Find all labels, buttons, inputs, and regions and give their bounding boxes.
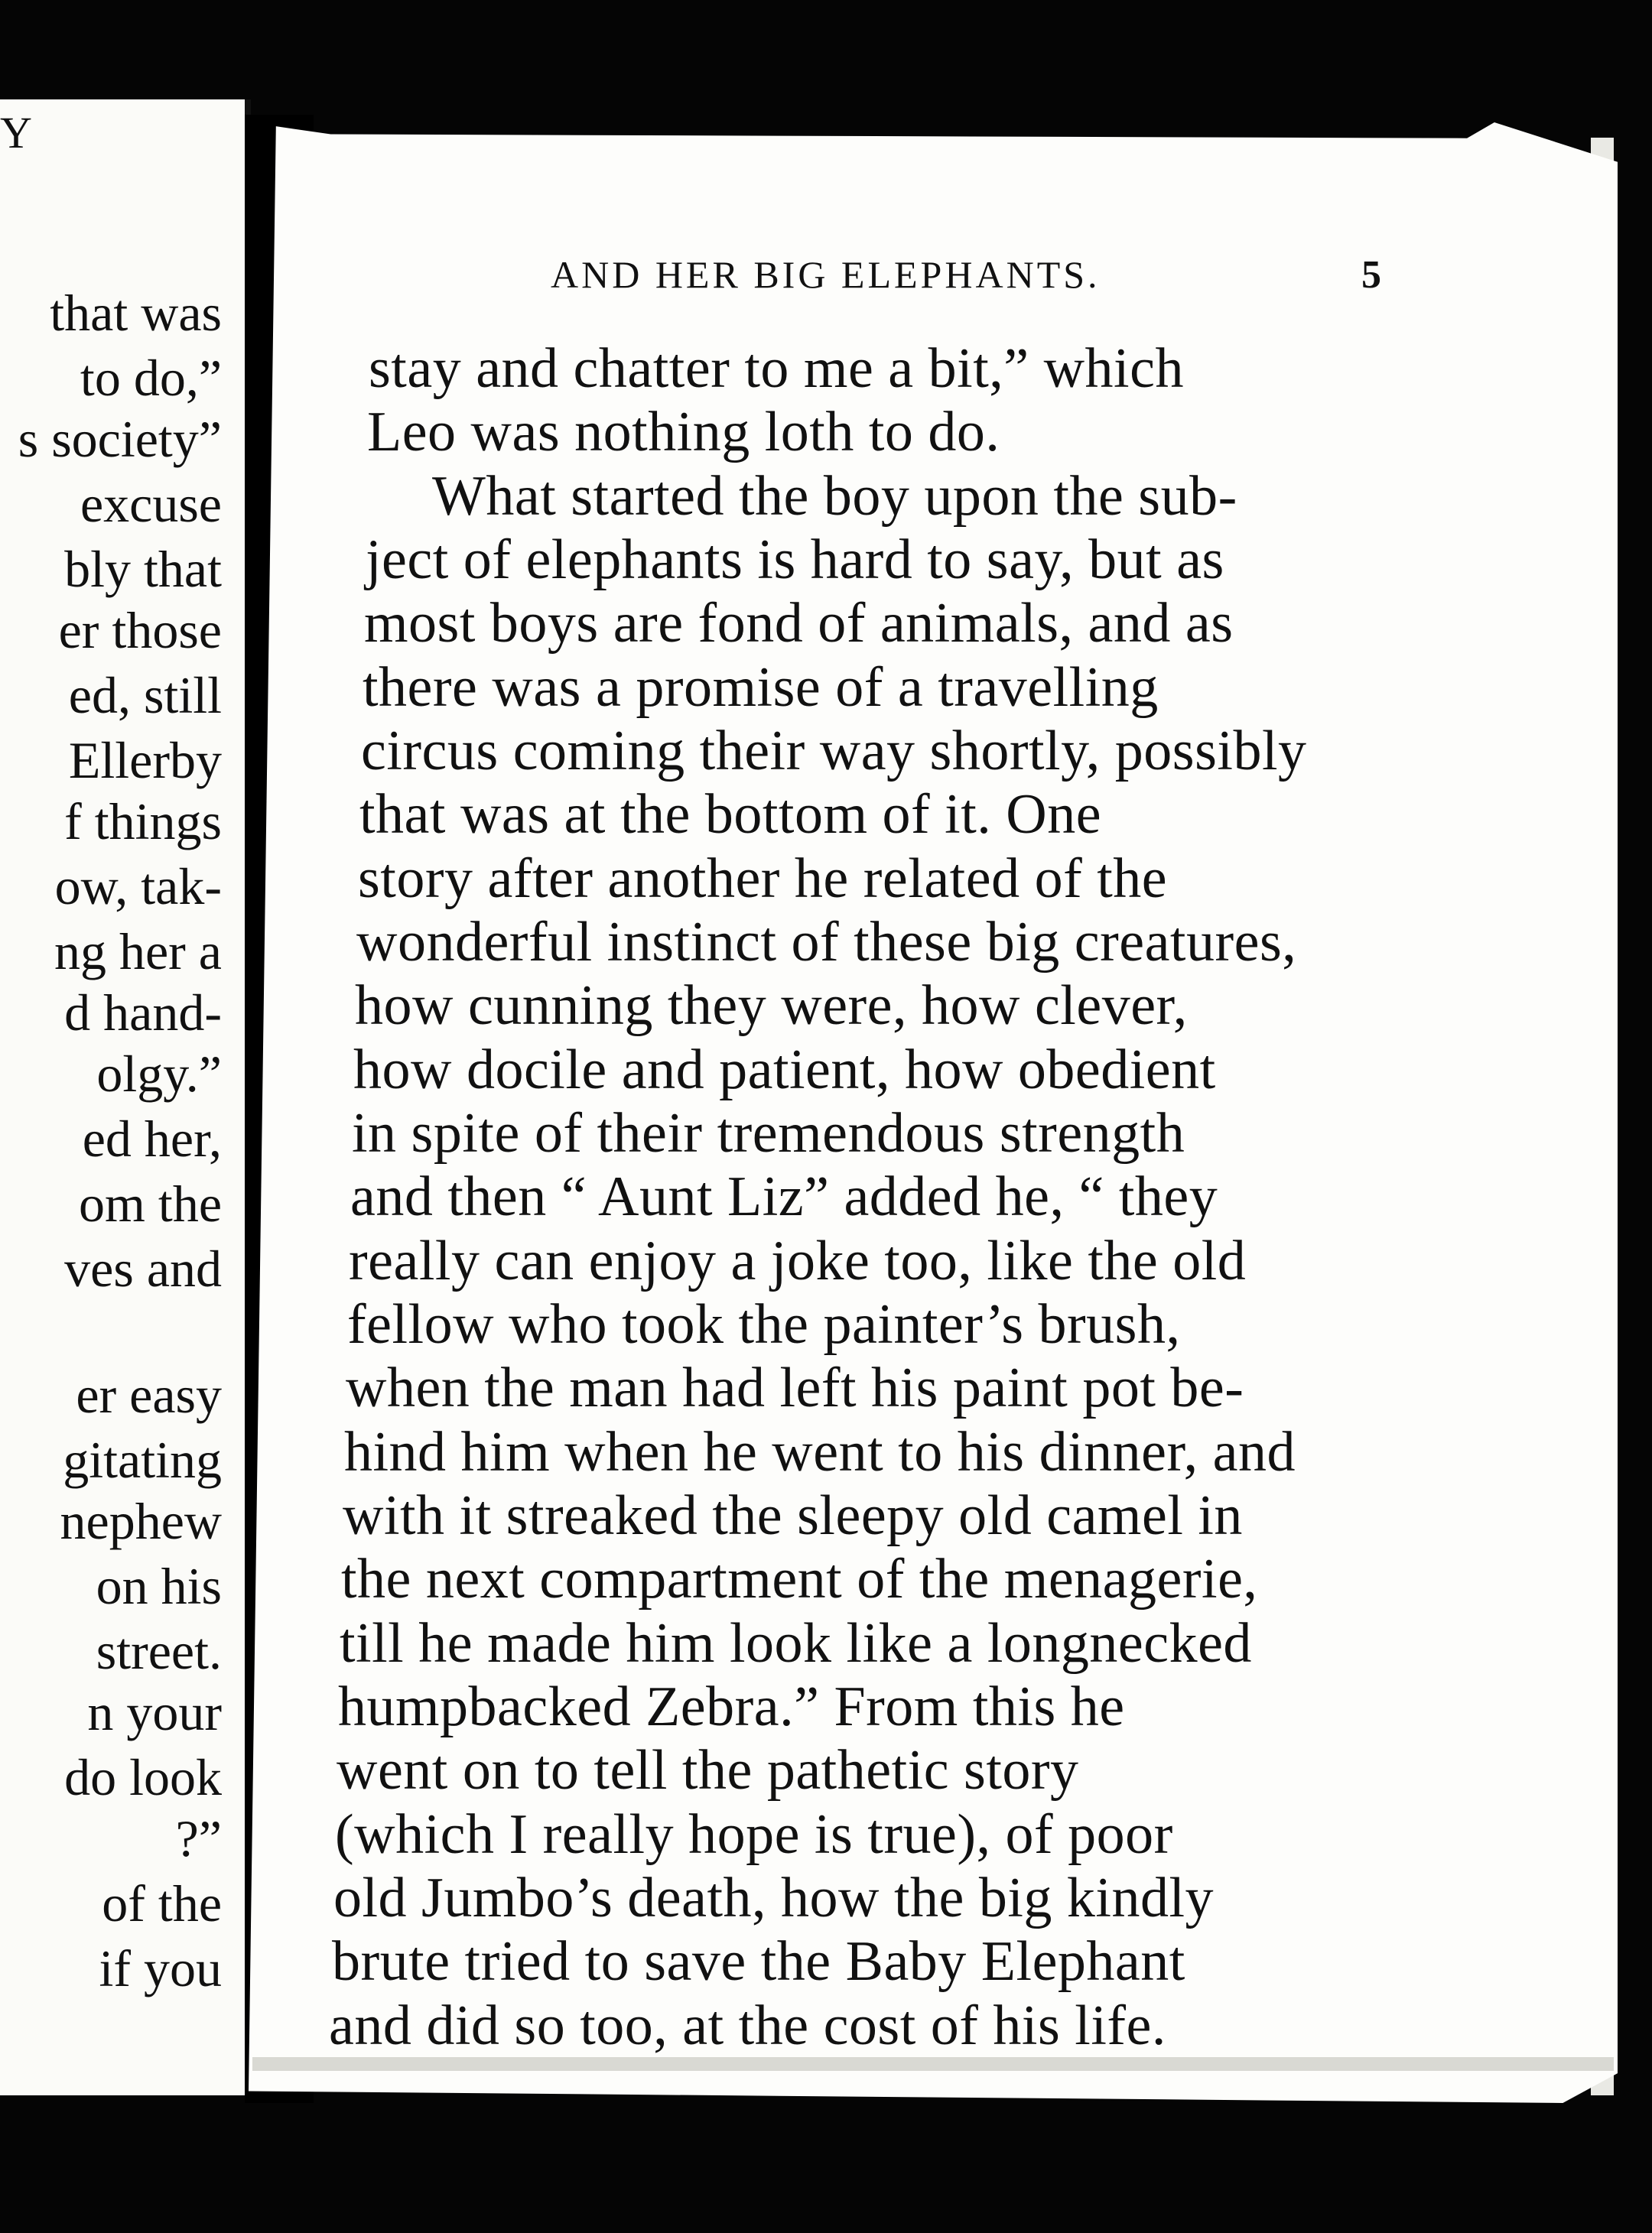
text-line: the next compartment of the menagerie, xyxy=(341,1548,1258,1611)
left-page-line: ves and xyxy=(64,1240,222,1298)
text-line: that was at the bottom of it. One xyxy=(359,783,1102,846)
left-page-line: er easy xyxy=(76,1366,222,1424)
left-page-line: d hand- xyxy=(64,983,222,1042)
text-line: What started the boy upon the sub- xyxy=(432,465,1237,528)
text-line: in spite of their tremendous strength xyxy=(352,1102,1185,1165)
text-line: when the man had left his paint pot be- xyxy=(346,1357,1244,1419)
left-page-header-fragment: Y xyxy=(0,108,34,158)
left-page-line: om the xyxy=(79,1175,222,1233)
text-line: and did so too, at the cost of his life. xyxy=(329,1994,1166,2057)
left-page-line: er those xyxy=(58,601,222,659)
left-page-line: if you xyxy=(99,1939,222,1997)
left-page-line: nephew xyxy=(60,1492,222,1550)
text-line: ject of elephants is hard to say, but as xyxy=(366,528,1224,591)
text-line: story after another he related of the xyxy=(358,847,1168,910)
text-line: how cunning they were, how clever, xyxy=(355,974,1188,1037)
text-line: really can enjoy a joke too, like the old xyxy=(349,1230,1247,1292)
text-line: how docile and patient, how obedient xyxy=(353,1038,1216,1101)
text-line: with it streaked the sleepy old camel in xyxy=(343,1484,1243,1547)
left-page-line: do look xyxy=(64,1748,222,1806)
left-page-line: excuse xyxy=(80,475,222,533)
text-line: humpbacked Zebra.” From this he xyxy=(338,1676,1125,1738)
left-page-line: ow, tak- xyxy=(54,857,222,915)
left-page-line: bly that xyxy=(64,540,222,598)
left-page-line: gitating xyxy=(63,1431,222,1489)
left-page-line: ed, still xyxy=(68,666,222,724)
running-head: AND HER BIG ELEPHANTS. xyxy=(551,253,1101,296)
text-line: Leo was nothing loth to do. xyxy=(367,401,1000,463)
left-page-line: ?” xyxy=(175,1809,222,1867)
left-page-line: f things xyxy=(64,792,222,850)
text-line: till he made him look like a longnecked xyxy=(340,1612,1252,1675)
text-line: brute tried to save the Baby Elephant xyxy=(332,1930,1185,1993)
text-line: (which I really hope is true), of poor xyxy=(335,1803,1173,1866)
left-page-line: ng her a xyxy=(54,922,222,980)
left-page-line: that was xyxy=(50,284,222,342)
text-line: hind him when he went to his dinner, and xyxy=(344,1421,1296,1484)
left-page-line: n your xyxy=(87,1683,222,1741)
left-page-line: olgy.” xyxy=(96,1045,222,1103)
left-page-line: s society” xyxy=(18,410,222,468)
text-line: most boys are fond of animals, and as xyxy=(364,592,1234,655)
left-page-line: ed her, xyxy=(82,1110,222,1168)
left-page-line: on his xyxy=(96,1557,222,1615)
page-number: 5 xyxy=(1361,253,1381,297)
text-line: there was a promise of a travelling xyxy=(363,656,1159,719)
text-line: fellow who took the painter’s brush, xyxy=(347,1293,1181,1356)
text-line: and then “ Aunt Liz” added he, “ they xyxy=(350,1165,1218,1228)
left-page-line: of the xyxy=(102,1874,222,1932)
left-page-line: Ellerby xyxy=(68,731,222,789)
left-page-line: street. xyxy=(96,1622,222,1680)
text-line: went on to tell the pathetic story xyxy=(337,1739,1079,1802)
text-line: old Jumbo’s death, how the big kindly xyxy=(333,1867,1215,1929)
text-line: stay and chatter to me a bit,” which xyxy=(369,337,1184,400)
left-page-line: to do,” xyxy=(80,349,222,407)
text-line: wonderful instinct of these big creatures, xyxy=(356,911,1297,973)
text-line: circus coming their way shortly, possibly xyxy=(361,720,1307,782)
